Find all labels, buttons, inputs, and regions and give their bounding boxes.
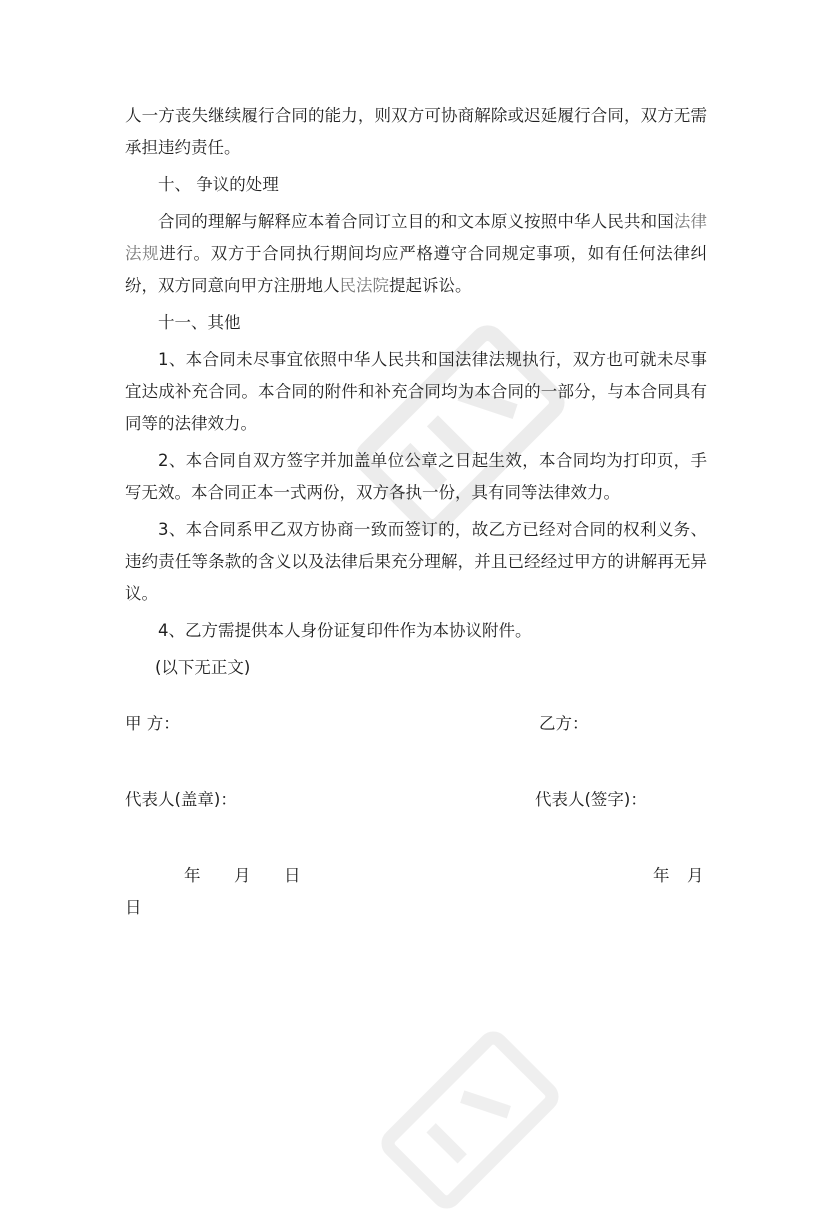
- dispute-text-c: 提起诉讼。: [389, 276, 472, 295]
- clause-item-2: 2、本合同自双方签字并加盖单位公章之日起生效，本合同均为打印页，手写无效。本合同正本一式两份，双方各执一份，具有同等法律效力。: [125, 451, 707, 502]
- dispute-text-law: 法律法规: [125, 212, 707, 263]
- contract-body: [125, 100, 707, 684]
- date-a-year: 年: [184, 866, 201, 885]
- clause-item-3: 3、本合同系甲乙双方协商一致而签订的，故乙方已经对合同的权利义务、违约责任等条款的含义以及法律后果充分理解，并且已经经过甲方的讲解再无异议。: [125, 520, 707, 603]
- watermark-logo: [360, 1010, 580, 1230]
- clause-item-1: 1、本合同未尽事宜依照中华人民共和国法律法规执行，双方也可就未尽事宜达成补充合同。本合同的附件和补充合同均为本合同的一部分，与本合同具有同等的法律效力。: [125, 350, 707, 433]
- paragraph-dispute: [125, 206, 707, 302]
- date-a-day: 日: [284, 866, 301, 885]
- section-heading-other: 十一、其他: [158, 313, 241, 332]
- date-b-month: 月: [687, 866, 704, 885]
- date-a-month: 月: [234, 866, 251, 885]
- dispute-text-a: 合同的理解与解释应本着合同订立目的和文本原义按照中华人民共和国: [158, 212, 674, 231]
- rep-b-label: 代表人(签字)：: [535, 790, 647, 809]
- dispute-text-court: 民法院: [339, 276, 389, 295]
- paragraph-continuation: 人一方丧失继续履行合同的能力，则双方可协商解除或迟延履行合同，双方无需承担违约责任。: [125, 106, 707, 157]
- dispute-text-b: 进行。双方于合同执行期间均应严格遵守合同规定事项，如有任何法律纠纷，双方同意向甲方注册地人: [125, 244, 708, 295]
- rep-a-label: 代表人(盖章)：: [125, 790, 237, 809]
- section-heading-dispute: 十、 争议的处理: [158, 175, 279, 194]
- date-b-year: 年: [653, 866, 670, 885]
- end-note: (以下无正文): [155, 658, 251, 677]
- party-b-label: 乙方：: [539, 714, 589, 733]
- date-b-day: 日: [125, 898, 142, 917]
- party-a-label: 甲 方：: [125, 714, 180, 733]
- clause-item-4: 4、乙方需提供本人身份证复印件作为本协议附件。: [158, 621, 532, 640]
